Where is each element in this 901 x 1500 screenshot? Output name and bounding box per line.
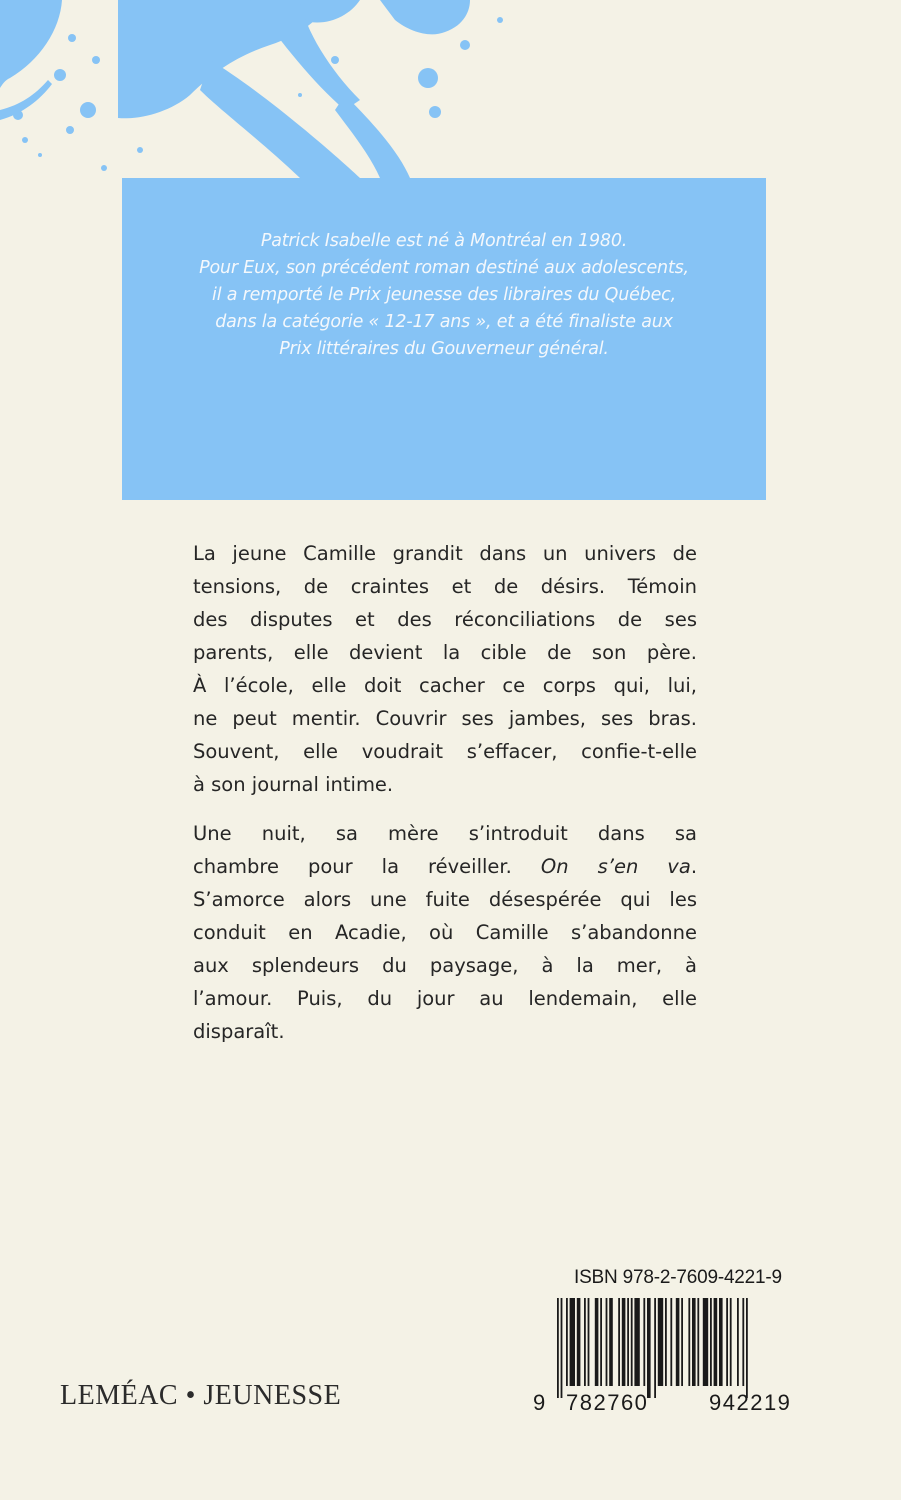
isbn-label: ISBN 978-2-7609-4221-9 xyxy=(574,1267,782,1288)
barcode-bar xyxy=(584,1298,586,1386)
summary-line-with-italic xyxy=(193,850,697,883)
summary-line: conduit en Acadie, où Camille s’abandonne xyxy=(193,921,697,944)
barcode-bar xyxy=(719,1298,723,1386)
barcode-bar xyxy=(561,1298,563,1398)
barcode-bar xyxy=(643,1298,645,1386)
summary-line: Une nuit, sa mère s’introduit dans sa xyxy=(193,822,697,845)
barcode-bar xyxy=(665,1298,667,1386)
barcode-bar xyxy=(654,1298,656,1398)
summary-line: parents, elle devient la cible de son père. xyxy=(193,641,697,664)
bio-line: il a remporté le Prix jeunesse des libraires du Québec, xyxy=(212,285,676,305)
barcode-bar xyxy=(688,1298,690,1386)
barcode-bars xyxy=(557,1298,748,1398)
line-prefix: chambre pour la réveiller. xyxy=(193,855,512,878)
barcode-bar xyxy=(557,1298,559,1398)
publisher-logo: LEMÉAC • JEUNESSE xyxy=(60,1380,342,1411)
summary-line: à son journal intime. xyxy=(193,773,394,796)
book-summary xyxy=(193,537,697,1064)
summary-line: tensions, de craintes et de désirs. Témoin xyxy=(193,575,697,598)
line-suffix: . xyxy=(690,855,698,878)
summary-line: ne peut mentir. Couvrir ses jambes, ses bras. xyxy=(193,707,697,730)
summary-line: aux splendeurs du paysage, à la mer, à xyxy=(193,954,697,977)
summary-line: À l’école, elle doit cacher ce corps qui, lui, xyxy=(193,674,697,697)
summary-line: l’amour. Puis, du jour au lendemain, elle xyxy=(193,987,697,1010)
barcode-bar xyxy=(622,1298,626,1386)
barcode-right-digits: 942219 xyxy=(709,1390,792,1415)
barcode-left-digits: 782760 xyxy=(566,1390,649,1415)
barcode-bar xyxy=(726,1298,728,1386)
summary-paragraph-1 xyxy=(193,537,697,801)
barcode-bar xyxy=(570,1298,575,1386)
barcode-bar xyxy=(697,1298,699,1386)
barcode-bar xyxy=(600,1298,602,1386)
barcode-bar xyxy=(703,1298,708,1386)
barcode-bar xyxy=(609,1298,613,1386)
barcode-bar xyxy=(631,1298,633,1386)
bio-line: dans la catégorie « 12-17 ans », et a été finaliste aux xyxy=(215,312,673,332)
barcode-bar xyxy=(658,1298,663,1386)
barcode-bar xyxy=(742,1298,744,1386)
author-bio-box xyxy=(122,178,766,500)
barcode-bar xyxy=(618,1298,620,1386)
barcode-bar xyxy=(746,1298,748,1398)
barcode xyxy=(533,1298,833,1420)
summary-line: disparaît. xyxy=(193,1020,285,1043)
barcode-bar xyxy=(577,1298,581,1386)
bio-line: Patrick Isabelle est né à Montréal en 1980. xyxy=(260,231,628,251)
barcode-bar xyxy=(681,1298,683,1386)
summary-line: Souvent, elle voudrait s’effacer, confie-t-elle xyxy=(193,740,697,763)
barcode-bar xyxy=(692,1298,696,1386)
author-bio xyxy=(122,228,766,363)
barcode-bar xyxy=(606,1298,608,1386)
barcode-bar xyxy=(627,1298,629,1386)
bio-line: Pour Eux, son précédent roman destiné aux adolescents, xyxy=(199,258,689,278)
summary-line: La jeune Camille grandit dans un univers de xyxy=(193,542,697,565)
barcode-bar xyxy=(566,1298,568,1386)
barcode-bar xyxy=(737,1298,739,1386)
barcode-first-digit: 9 xyxy=(533,1390,546,1415)
barcode-bar xyxy=(730,1298,732,1386)
barcode-bar xyxy=(595,1298,599,1386)
barcode-bar xyxy=(676,1298,680,1386)
barcode-bar xyxy=(588,1298,590,1386)
barcode-bar xyxy=(710,1298,712,1386)
summary-line: des disputes et des réconciliations de ses xyxy=(193,608,697,631)
barcode-bar xyxy=(670,1298,672,1386)
barcode-bar xyxy=(714,1298,718,1386)
summary-line: S’amorce alors une fuite désespérée qui les xyxy=(193,888,697,911)
summary-paragraph-2 xyxy=(193,817,697,1048)
italic-quote: On s’en va xyxy=(540,855,691,878)
barcode-bar xyxy=(647,1298,651,1398)
bio-line: Prix littéraires du Gouverneur général. xyxy=(279,339,609,359)
barcode-bar xyxy=(634,1298,639,1386)
